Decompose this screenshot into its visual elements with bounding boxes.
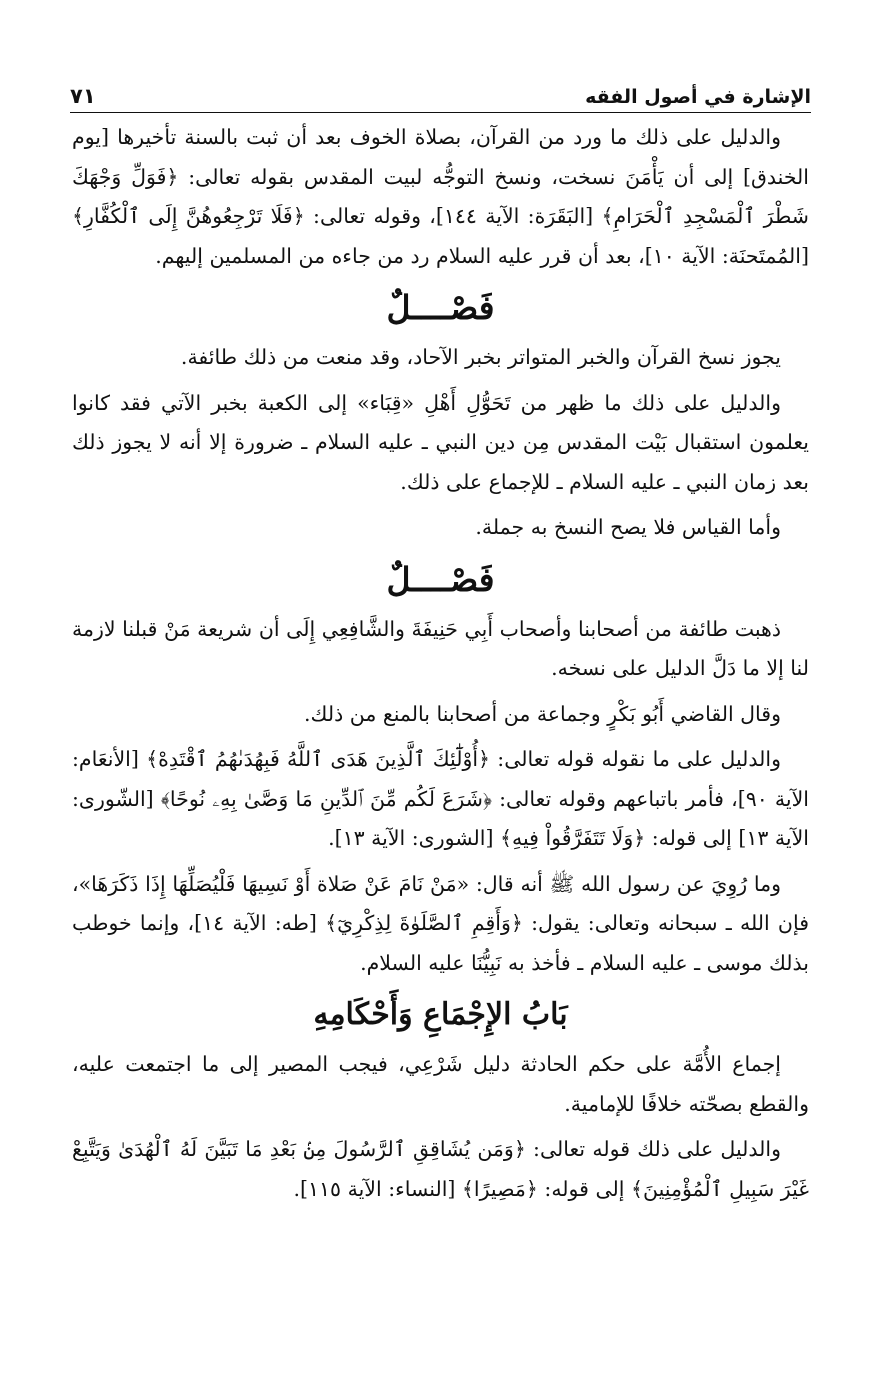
paragraph-9: إجماع الأُمَّة على حكم الحادثة دليل شَرْعِي، فيجب المصير إلى ما اجتمعت عليه، والقطع بصحّته خلافًا للإمامية. xyxy=(72,1052,809,1116)
running-title: الإشارة في أصول الفقه xyxy=(585,86,811,108)
paragraph-2: يجوز نسخ القرآن والخبر المتواتر بخبر الآحاد، وقد منعت من ذلك طائفة. xyxy=(180,345,781,369)
page-body xyxy=(72,118,809,1215)
page-number: ٧١ xyxy=(70,84,96,108)
paragraph-8: وما رُوِيَ عن رسول الله ﷺ أنه قال: «مَنْ نَامَ عَنْ صَلاة أَوْ نَسِيهَا فَلْيُصَلِّهَا إِذَا ذَكَرَهَا»، فإن الله ـ سبحانه وتعالى: يقول: ﴿وَأَقِمِ ٱلصَّلَوٰةَ لِذِكْرِيٓ﴾ [طه: الآية ١٤]، وإنما خوطب بذلك موسى ـ عليه السلام ـ فأخذ به نَبِيُّنَا عليه السلام. xyxy=(72,871,809,975)
paragraph-5: ذهبت طائفة من أصحابنا وأصحاب أَبِي حَنِيفَةَ والشَّافِعِي إِلَى أن شريعة مَنْ قبلنا لازمة لنا إلا ما دَلَّ الدليل على نسخه. xyxy=(72,616,809,680)
paragraph-6: وقال القاضي أَبُو بَكْرٍ وجماعة من أصحابنا بالمنع من ذلك. xyxy=(304,701,781,726)
section-heading-1: فَصْــــلٌ xyxy=(386,288,495,327)
paragraph-7: والدليل على ما نقوله قوله تعالى: ﴿أُوْلَٰٓئِكَ ٱلَّذِينَ هَدَى ٱللَّهُ فَبِهُدَىٰهُمُ ٱقْتَدِهْ﴾ [الأنعَام: الآية ٩٠]، فأمر باتباعهم وقوله تعالى: ﴿شَرَعَ لَكُم مِّنَ ٱلدِّينِ مَا وَصَّىٰ بِهِۦ نُوحًا﴾ [الشّورى: الآية ١٣] إلى قوله: ﴿وَلَا تَتَفَرَّقُواْ فِيهِ﴾ [الشورى: الآية ١٣]. xyxy=(72,747,809,850)
paragraph-1: والدليل على ذلك ما ورد من القرآن، بصلاة الخوف بعد أن ثبت بالسنة تأخيرها [يوم الخندق] إلى أن يَأْمَنَ نسخت، ونسخ التوجُّه لبيت المقدس بقوله تعالى: ﴿فَوَلِّ وَجْهَكَ شَطْرَ ٱلْمَسْجِدِ ٱلْحَرَامِ﴾ [البَقَرَة: الآية ١٤٤]، وقوله تعالى: ﴿فَلَا تَرْجِعُوهُنَّ إِلَى ٱلْكُفَّارِ﴾ [المُمتَحنَة: الآية ١٠]، بعد أن قرر عليه السلام رد من جاءه من المسلمين إليهم. xyxy=(72,125,809,268)
section-heading-2: فَصْــــلٌ xyxy=(386,559,495,599)
paragraph-4: وأما القياس فلا يصح النسخ به جملة. xyxy=(475,515,781,539)
paragraph-3: والدليل على ذلك ما ظهر من تَحَوُّلِ أَهْلِ «قِبَاء» إلى الكعبة بخبر الآتي فقد كانوا يعلمون استقبال بَيْت المقدس مِن دين النبي ـ عليه السلام ـ ضرورة إلا أنه لا يجوز ذلك بعد زمان النبي ـ عليه السلام ـ للإجماع على ذلك. xyxy=(72,390,809,494)
running-header xyxy=(70,68,811,113)
chapter-heading: بَابُ الإِجْمَاعِ وَأَحْكَامِهِ xyxy=(313,997,568,1032)
paragraph-10: والدليل على ذلك قوله تعالى: ﴿وَمَن يُشَاقِقِ ٱلرَّسُولَ مِنۢ بَعْدِ مَا تَبَيَّنَ لَهُ ٱلْهُدَىٰ وَيَتَّبِعْ غَيْرَ سَبِيلِ ٱلْمُؤْمِنِينَ﴾ إلى قوله: ﴿مَصِيرًا﴾ [النساء: الآية ١١٥]. xyxy=(72,1137,809,1201)
